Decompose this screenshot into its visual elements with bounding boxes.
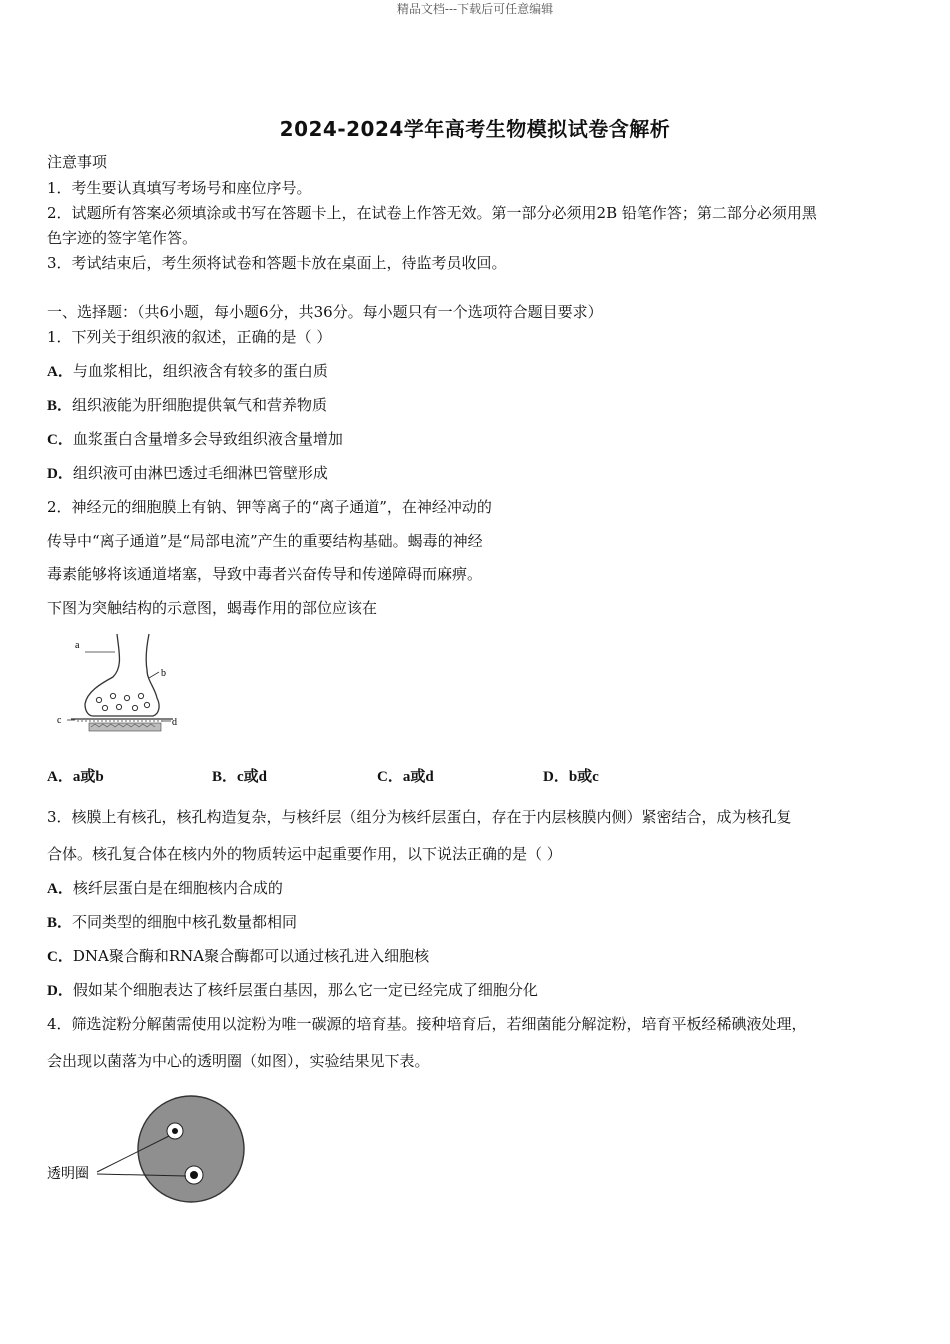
colony [172, 1128, 178, 1134]
notice-heading: 注意事项 [47, 153, 108, 171]
q1-option-b: B．组织液能为肝细胞提供氧气和营养物质 [47, 396, 328, 414]
notice-item: 2．试题所有答案必须填涂或书写在答题卡上，在试卷上作答无效。第一部分必须用2B 铅笔作答；第二部分必须用黑 [47, 204, 817, 222]
petri-dish [138, 1096, 244, 1202]
question-4-line: 4．筛选淀粉分解菌需使用以淀粉为唯一碳源的培育基。接种培育后，若细菌能分解淀粉，培育平板经稀碘液处理， [47, 1015, 807, 1033]
q2-option-c: C．a或d [377, 769, 434, 785]
q3-option-c: C．DNA聚合酶和RNA聚合酶都可以通过核孔进入细胞核 [47, 947, 430, 965]
page-title: 2024-2024学年高考生物模拟试卷含解析 [279, 117, 671, 141]
q1-option-d: D．组织液可由淋巴透过毛细淋巴管壁形成 [47, 464, 328, 482]
notice-item: 色字迹的签字笔作答。 [47, 229, 198, 247]
question-4-line: 会出现以菌落为中心的透明圈（如图），实验结果见下表。 [47, 1052, 430, 1070]
label-b: b [161, 668, 166, 679]
petri-dish-diagram [45, 1094, 250, 1209]
question-3-line: 3．核膜上有核孔，核孔构造复杂，与核纤层（组分为核纤层蛋白，存在于内层核膜内侧）紧密结合，成为核孔复 [47, 808, 792, 826]
section-heading: 一、选择题：（共6小题，每小题6分，共36分。每小题只有一个选项符合题目要求） [47, 303, 603, 321]
label-d: d [172, 717, 177, 728]
q1-option-a: A．与血浆相比，组织液含有较多的蛋白质 [47, 362, 328, 380]
question-2-line: 传导中“离子通道”是“局部电流”产生的重要结构基础。蝎毒的神经 [47, 532, 483, 550]
colony [190, 1171, 198, 1179]
page-header: 精品文档---下载后可任意编辑 [396, 2, 554, 16]
synapse-diagram [55, 632, 185, 737]
question-2-line: 下图为突触结构的示意图，蝎毒作用的部位应该在 [47, 599, 378, 617]
notice-item: 3．考试结束后，考生须将试卷和答题卡放在桌面上，待监考员收回。 [47, 254, 507, 272]
q3-option-d: D．假如某个细胞表达了核纤层蛋白基因，那么它一定已经完成了细胞分化 [47, 981, 538, 999]
question-1-stem: 1．下列关于组织液的叙述，正确的是（ ） [47, 328, 332, 346]
q3-option-a: A．核纤层蛋白是在细胞核内合成的 [47, 879, 283, 897]
q2-option-b: B．c或d [212, 769, 268, 785]
label-a: a [75, 640, 80, 651]
question-3-line: 合体。核孔复合体在核内外的物质转运中起重要作用，以下说法正确的是（ ） [47, 845, 562, 863]
q1-option-c: C．血浆蛋白含量增多会导致组织液含量增加 [47, 430, 343, 448]
q2-option-a: A．a或b [47, 769, 104, 785]
question-2-line: 2．神经元的细胞膜上有钠、钾等离子的“离子通道”，在神经冲动的 [47, 498, 492, 516]
q2-option-d: D．b或c [543, 769, 599, 785]
label-c: c [57, 715, 62, 726]
question-2-line: 毒素能够将该通道堵塞，导致中毒者兴奋传导和传递障碍而麻痹。 [47, 565, 483, 583]
q3-option-b: B．不同类型的细胞中核孔数量都相同 [47, 913, 298, 931]
clear-zone-label: 透明圈 [47, 1166, 89, 1182]
notice-item: 1．考生要认真填写考场号和座位序号。 [47, 179, 312, 197]
